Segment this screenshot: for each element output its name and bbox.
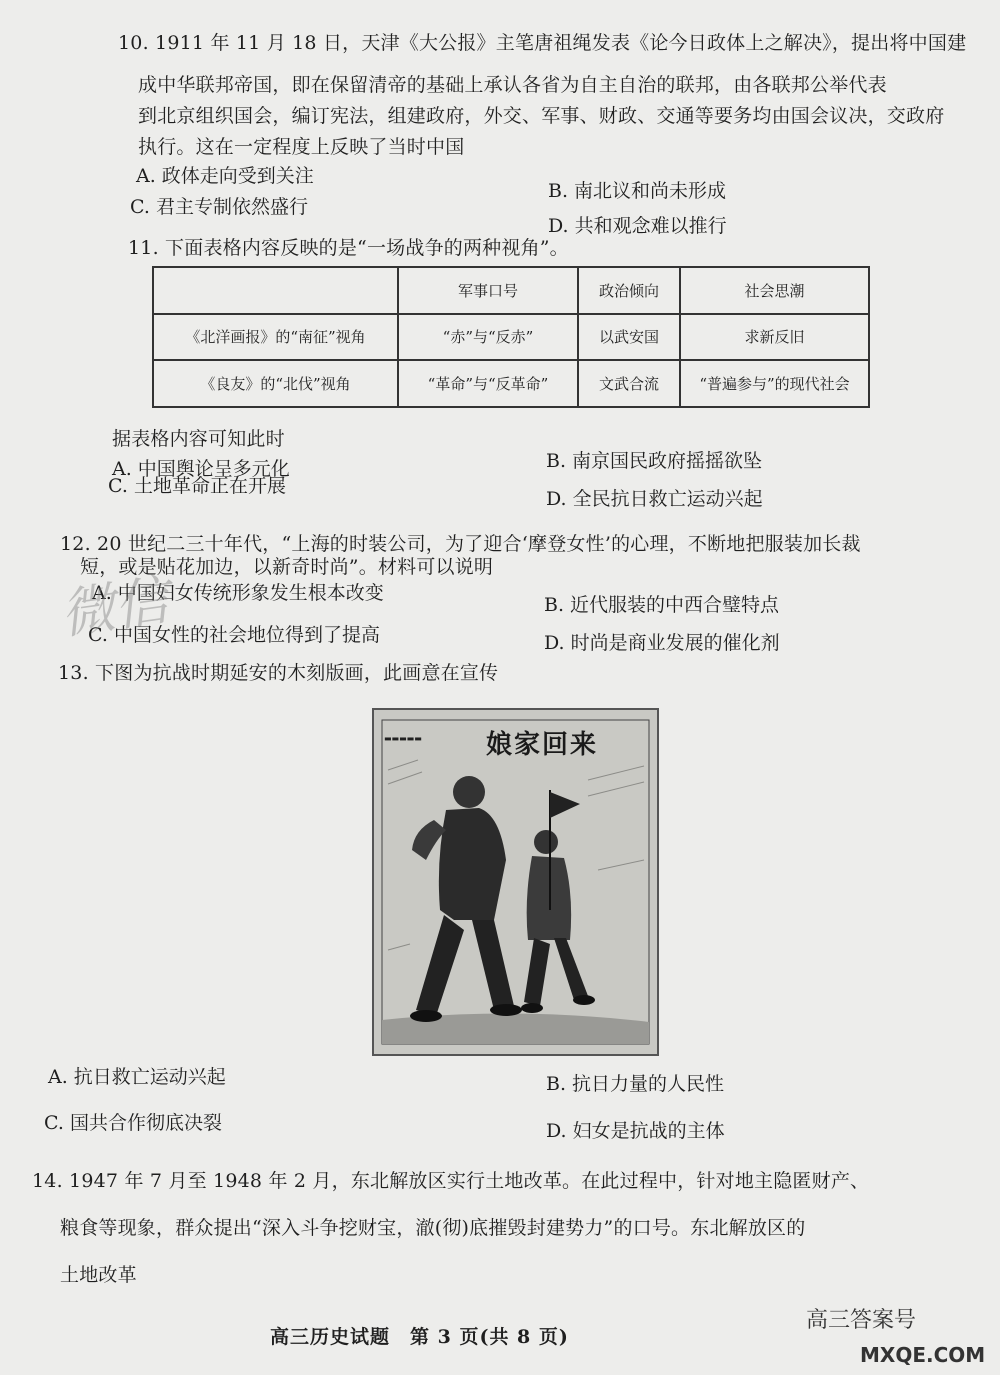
watermark-url: MXQE.COM: [860, 1343, 986, 1367]
q10-option-d: D. 共和观念难以推行: [548, 215, 727, 237]
q13-stem: 13. 下图为抗战时期延安的木刻版画，此画意在宣传: [58, 662, 499, 684]
watermark-left: 微信: [56, 568, 173, 647]
table-cell: “普遍参与”的现代社会: [680, 360, 869, 407]
table-cell: 求新反旧: [680, 314, 869, 361]
q12-line-1: 12. 20 世纪二三十年代，“上海的时装公司，为了迎合‘摩登女性’的心理，不断地把服装加长裁: [60, 533, 861, 555]
q11-option-b: B. 南京国民政府摇摇欲坠: [546, 450, 763, 472]
page-footer: 高三历史试题 第 3 页(共 8 页): [270, 1326, 569, 1348]
q11-after-text: 据表格内容可知此时: [112, 428, 285, 450]
table-cell: 《良友》的“北伐”视角: [153, 360, 398, 407]
q10-line-3: 到北京组织国会，编订宪法，组建政府，外交、军事、财政、交通等要务均由国会议决，交政府: [138, 105, 945, 127]
table-cell: 以武安国: [578, 314, 680, 361]
q14-line-2: 粮食等现象，群众提出“深入斗争挖财宝，澈(彻)底摧毁封建势力”的口号。东北解放区的: [60, 1217, 806, 1239]
woodcut-title: 娘家回来: [486, 730, 599, 760]
woodcut-illustration: [374, 710, 657, 1054]
table-cell: “赤”与“反赤”: [398, 314, 578, 361]
q11-table: [152, 266, 870, 408]
q11-option-a: A. 中国舆论呈多元化: [112, 458, 290, 480]
table-header-row: [153, 267, 869, 314]
q13-option-b: B. 抗日力量的人民性: [546, 1073, 725, 1095]
q11-option-c: C. 土地革命正在开展: [108, 475, 286, 497]
q11-option-d: D. 全民抗日救亡运动兴起: [546, 488, 763, 510]
woodcut-print-image: [372, 708, 659, 1056]
table-header-cell: 社会思潮: [680, 267, 869, 314]
q14-line-1: 14. 1947 年 7 月至 1948 年 2 月，东北解放区实行土地改革。在此过程中，针对地主隐匿财产、: [32, 1170, 870, 1192]
table-header-cell: 军事口号: [398, 267, 578, 314]
table-header-cell: 政治倾向: [578, 267, 680, 314]
q13-option-c: C. 国共合作彻底决裂: [44, 1112, 222, 1134]
q12-option-b: B. 近代服装的中西合璧特点: [544, 594, 780, 616]
table-cell: 《北洋画报》的“南征”视角: [153, 314, 398, 361]
table-row: [153, 314, 869, 361]
q10-option-a: A. 政体走向受到关注: [136, 165, 314, 187]
q10-line-1: 10. 1911 年 11 月 18 日，天津《大公报》主笔唐祖绳发表《论今日政体上之解决》，提出将中国建: [118, 32, 967, 54]
watermark-bottom: 高三答案号: [806, 1308, 917, 1333]
q13-option-a: A. 抗日救亡运动兴起: [48, 1066, 226, 1088]
q10-option-b: B. 南北议和尚未形成: [548, 180, 727, 202]
q12-option-a: A. 中国妇女传统形象发生根本改变: [92, 582, 384, 604]
q12-line-2: 短，或是贴花加边，以新奇时尚”。材料可以说明: [80, 556, 494, 578]
table-row: [153, 360, 869, 407]
q10-option-c: C. 君主专制依然盛行: [130, 196, 308, 218]
table-header-cell: [153, 267, 398, 314]
q10-line-4: 执行。这在一定程度上反映了当时中国: [138, 136, 465, 158]
table-cell: 文武合流: [578, 360, 680, 407]
q11-stem: 11. 下面表格内容反映的是“一场战争的两种视角”。: [128, 237, 569, 259]
q12-option-d: D. 时尚是商业发展的催化剂: [544, 632, 780, 654]
q14-line-3: 土地改革: [60, 1264, 137, 1286]
woodcut-small-caption: ▬▬▬▬▬: [384, 734, 422, 743]
q13-option-d: D. 妇女是抗战的主体: [546, 1120, 725, 1142]
q10-line-2: 成中华联邦帝国，即在保留清帝的基础上承认各省为自主自治的联邦，由各联邦公举代表: [138, 74, 887, 96]
q12-option-c: C. 中国女性的社会地位得到了提高: [88, 624, 380, 646]
table-cell: “革命”与“反革命”: [398, 360, 578, 407]
